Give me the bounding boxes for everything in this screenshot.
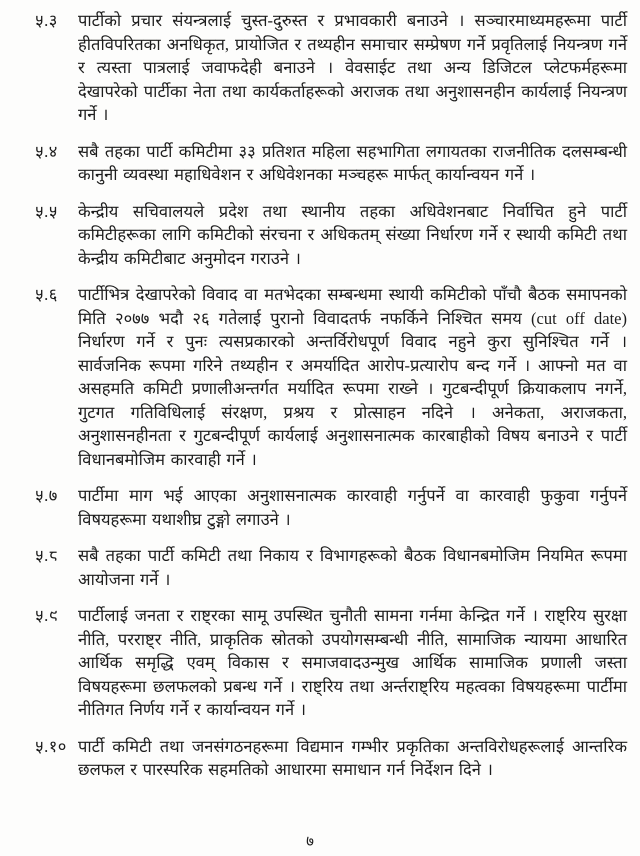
list-item: [35, 283, 627, 471]
item-text: पार्टी कमिटी तथा जनसंगठनहरूमा विद्यमान गम्भीर प्रकृतिका अन्तविरोधहरूलाई आन्तरिक छलफल र पारस्परिक सहमतिको आधारमा समाधान गर्न निर्देशन दिने ।: [78, 736, 627, 779]
page-number: ७: [306, 834, 314, 850]
item-number: ५.१०: [35, 736, 67, 756]
item-number: ५.७: [35, 486, 58, 505]
list-item: [35, 484, 627, 531]
item-text: पार्टीलाई जनता र राष्ट्रका सामू उपस्थित चुनौती सामना गर्नमा केन्द्रित गर्ने । राष्ट्रिय सुरक्षा नीति, परराष्ट्र नीति, प्राकृतिक स्रोतको उपयोगसम्बन्धी नीति, सामाजिक न्यायमा आधारित आर्थिक समृद्धि एवम् विकास र समाजवादउन्मुख आर्थिक सामाजिक प्रणाली जस्ता विषयहरूमा छलफलको प्रबन्ध गर्ने । राष्ट्रिय तथा अर्न्तराष्ट्रिय महत्वका विषयहरूमा पार्टीमा नीतिगत निर्णय गर्ने र कार्यान्वयन गर्ने ।: [78, 606, 627, 719]
item-text: पार्टीमा माग भई आएका अनुशासनात्मक कारवाही गर्नुपर्ने वा कारवाही फुकुवा गर्नुपर्ने विषयहरूमा यथाशीघ्र टुङ्गो लगाउने ।: [78, 486, 627, 529]
item-number: ५.६: [35, 285, 58, 304]
list-item: [35, 9, 627, 127]
item-number: ५.८: [35, 546, 58, 565]
item-number: ५.३: [35, 11, 58, 30]
item-text: सबै तहका पार्टी कमिटी तथा निकाय र विभागहरूको बैठक विधानबमोजिम नियमित रूपमा आयोजना गर्ने ।: [78, 546, 627, 589]
item-text: पार्टीको प्रचार संयन्त्रलाई चुस्त-दुरुस्त र प्रभावकारी बनाउने । सञ्चारमाध्यमहरूमा पार्टी हीतविपरितका अनधिकृत, प्रायोजित र तथ्यहीन समाचार सम्प्रेषण गर्ने प्रवृतिलाई नियन्त्रण गर्ने र त्यस्ता पात्रलाई जवाफदेही बनाउने । वेवसाईट तथा अन्य डिजिटल प्लेटफर्महरूमा देखापरेको पार्टीका नेता तथा कार्यकर्ताहरूको अराजक तथा अनुशासनहीन कार्यलाई नियन्त्रण गर्ने ।: [78, 11, 627, 124]
numbered-item-list: [35, 9, 627, 782]
list-item: [35, 200, 627, 271]
item-number: ५.९: [35, 606, 58, 625]
list-item: [35, 735, 627, 782]
item-number: ५.५: [35, 201, 58, 221]
item-text: पार्टीभित्र देखापरेको विवाद वा मतभेदका सम्बन्धमा स्थायी कमिटीको पाँचौ बैठक समापनको मिति २०७७ भदौ २६ गतेलाई पुरानो विवादतर्फ नफर्किने निश्चित समय (cut off date) निर्धारण गर्ने र पुनः त्यसप्रकारको अन्तर्विरोधपूर्ण विवाद नहुने कुरा सुनिश्चित गर्ने । सार्वजनिक रूपमा गरिने तथ्यहीन र अमर्यादित आरोप-प्रत्यारोप बन्द गर्ने । आफ्नो मत वा असहमति कमिटी प्रणालीअन्तर्गत मर्यादित रूपमा राख्ने । गुटबन्दीपूर्ण क्रियाकलाप नगर्ने, गुटगत गतिविधिलाई संरक्षण, प्रश्रय र प्रोत्साहन नदिने । अनेकता, अराजकता, अनुशासनहीनता र गुटबन्दीपूर्ण कार्यलाई अनुशासनात्मक कारबाहीको विषय बनाउने र पार्टी विधानबमोजिम कारवाही गर्ने ।: [78, 285, 627, 469]
list-item: [35, 544, 627, 591]
item-text: सबै तहका पार्टी कमिटीमा ३३ प्रतिशत महिला सहभागिता लगायतका राजनीतिक दलसम्बन्धी कानुनी व्यवस्था महाधिवेशन र अधिवेशनका मञ्चहरू मार्फत् कार्यान्वयन गर्ने ।: [78, 141, 627, 184]
list-item: [35, 140, 627, 187]
item-number: ५.४: [35, 141, 58, 161]
item-text: केन्द्रीय सचिवालयले प्रदेश तथा स्थानीय तहका अधिवेशनबाट निर्वाचित हुने पार्टी कमिटीहरूका लागि कमिटीको संरचना र अधिकतम् संख्या निर्धारण गर्ने र स्थायी कमिटी तथा केन्द्रीय कमिटीबाट अनुमोदन गराउने ।: [78, 201, 627, 268]
list-item: [35, 604, 627, 722]
